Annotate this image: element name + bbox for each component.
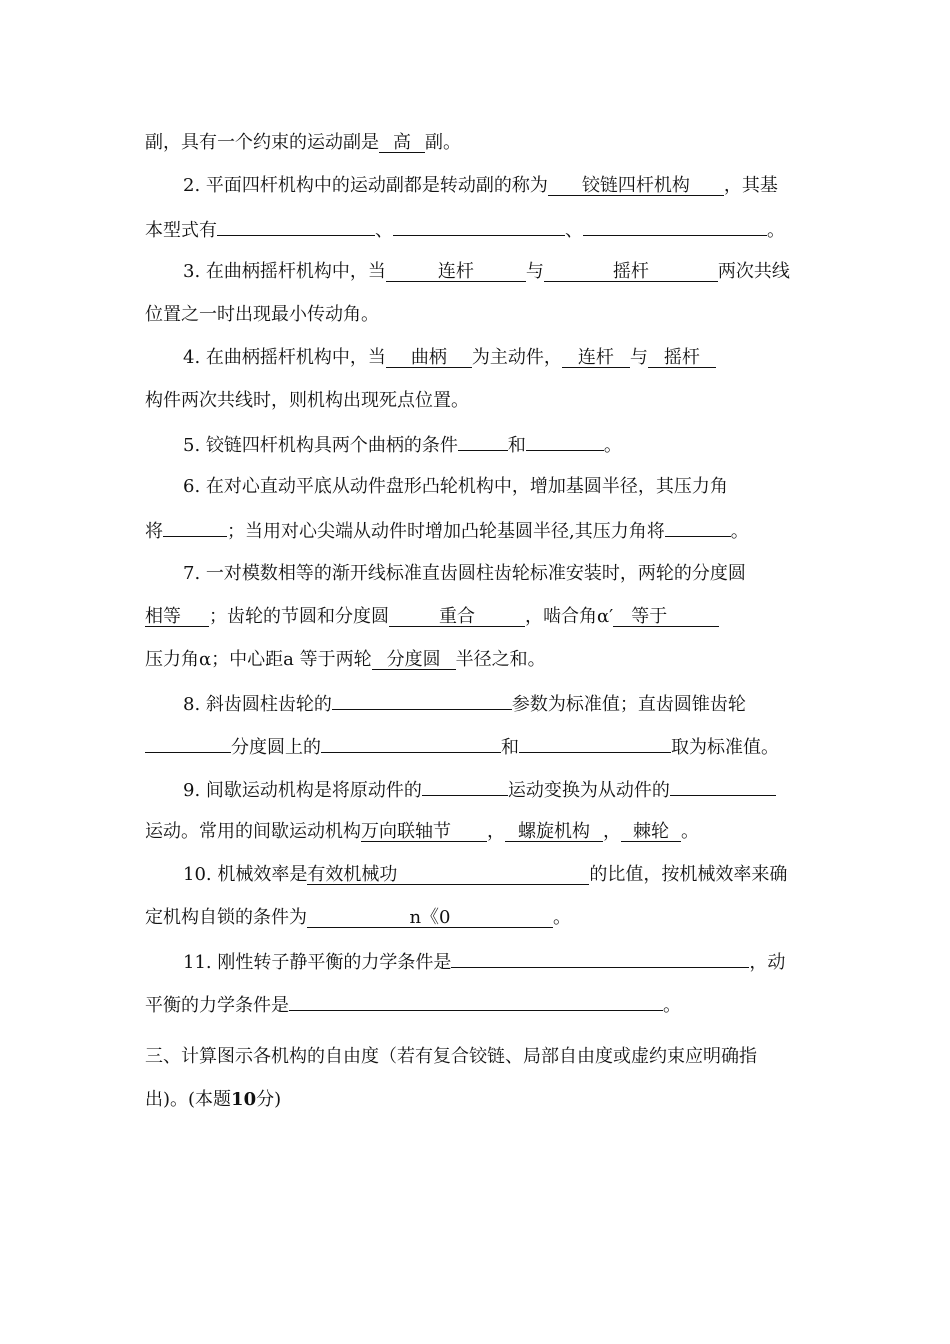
text: 运动变换为从动件的	[507, 780, 670, 801]
question-10-cont-line	[145, 905, 571, 931]
answer-blank[interactable]	[217, 216, 375, 236]
text: 3. 在曲柄摇杆机构中，当	[183, 261, 386, 282]
section-3-heading-cont	[145, 1087, 281, 1113]
answer-blank[interactable]	[665, 517, 731, 537]
text: ；当用对心尖端从动件时增加凸轮基圆半径,其压力角将	[227, 521, 665, 542]
text: 构件两次共线时，则机构出现死点位置。	[145, 390, 469, 411]
text: 与	[629, 347, 648, 368]
question-10-line	[183, 862, 787, 888]
text: 与	[525, 261, 544, 282]
answer-blank[interactable]: 连杆	[562, 348, 630, 368]
answer-blank[interactable]: 摇杆	[648, 348, 716, 368]
text: 8. 斜齿圆柱齿轮的	[183, 694, 332, 715]
text: 6. 在对心直动平底从动件盘形凸轮机构中，增加基圆半径，其压力角	[183, 476, 728, 497]
text: ，动	[749, 952, 786, 973]
text: 。	[603, 435, 622, 456]
answer-blank[interactable]: 等于	[613, 607, 719, 627]
text: ，其基	[723, 175, 778, 196]
answer-blank[interactable]: n《0	[307, 908, 553, 928]
answer-blank[interactable]	[321, 733, 501, 753]
text: ，	[603, 821, 621, 842]
text: 、	[565, 220, 583, 241]
answer-blank[interactable]: 相等	[145, 607, 209, 627]
question-3-line	[183, 259, 790, 285]
text: 。	[553, 907, 571, 928]
text: 和	[507, 435, 526, 456]
answer-blank[interactable]: 摇杆	[544, 262, 718, 282]
answer-blank[interactable]	[332, 690, 512, 710]
text: 。	[663, 995, 681, 1016]
answer-blank[interactable]: 有效机械功	[307, 865, 589, 885]
question-4-cont-line	[145, 388, 469, 414]
question-4-line	[183, 345, 716, 371]
question-2-cont-line	[145, 216, 785, 244]
text: ，啮合角α′	[525, 606, 614, 627]
text: 9. 间歇运动机构是将原动件的	[183, 780, 422, 801]
answer-blank[interactable]	[526, 431, 604, 451]
text: 三、计算图示各机构的自由度（若有复合铰链、局部自由度或虚约束应明确指	[145, 1046, 757, 1067]
text: 位置之一时出现最小传动角。	[145, 304, 379, 325]
question-3-cont-line	[145, 302, 379, 328]
answer-blank[interactable]	[393, 216, 565, 236]
text: 半径之和。	[455, 649, 546, 670]
question-7-cont2-line	[145, 647, 546, 673]
question-6-cont-line	[145, 517, 749, 545]
answer-blank[interactable]: 铰链四杆机构	[548, 176, 724, 196]
answer-blank[interactable]: 分度圆	[372, 650, 456, 670]
text: 。	[767, 220, 785, 241]
answer-blank[interactable]	[163, 517, 227, 537]
text: 运动。常用的间歇运动机构	[145, 821, 361, 842]
text: 10. 机械效率是	[183, 864, 308, 885]
answer-blank[interactable]	[519, 733, 671, 753]
text: 2. 平面四杆机构中的运动副都是转动副的称为	[183, 175, 548, 196]
text: 取为标准值。	[671, 737, 779, 758]
answer-blank[interactable]	[583, 216, 767, 236]
text: 副，具有一个约束的运动副是	[145, 132, 379, 153]
text: 为主动件，	[471, 347, 562, 368]
text: 将	[145, 521, 163, 542]
text: 的比值，按机械效率来确	[589, 864, 788, 885]
question-5-line	[183, 431, 622, 459]
question-8-line	[183, 690, 746, 718]
question-8-cont-line	[145, 733, 779, 761]
text: 本型式有	[145, 220, 217, 241]
question-6-line	[183, 474, 728, 500]
text: 11. 刚性转子静平衡的力学条件是	[183, 952, 452, 973]
answer-blank[interactable]	[451, 948, 749, 968]
text: 参数为标准值；直齿圆锥齿轮	[511, 694, 746, 715]
answer-blank[interactable]: 万向联轴节	[361, 822, 487, 842]
question-11-cont-line	[145, 991, 681, 1019]
question-1-tail-line	[145, 130, 461, 156]
answer-blank[interactable]: 高	[379, 133, 425, 153]
answer-blank[interactable]: 连杆	[386, 262, 526, 282]
text: 出)。(本题	[145, 1089, 232, 1110]
answer-blank[interactable]	[458, 431, 508, 451]
answer-blank[interactable]	[145, 733, 231, 753]
answer-blank[interactable]: 螺旋机构	[505, 822, 603, 842]
answer-blank[interactable]	[289, 991, 663, 1011]
text: 压力角α；中心距a 等于两轮	[145, 649, 372, 670]
question-7-cont-line	[145, 604, 719, 630]
answer-blank[interactable]: 曲柄	[386, 348, 472, 368]
answer-blank[interactable]	[670, 776, 776, 796]
answer-blank[interactable]	[422, 776, 508, 796]
text: 分度圆上的	[231, 737, 321, 758]
section-3-heading	[145, 1044, 757, 1070]
text: ；齿轮的节圆和分度圆	[209, 606, 389, 627]
answer-blank[interactable]: 重合	[389, 607, 525, 627]
question-9-line	[183, 776, 776, 804]
text: ，	[487, 821, 505, 842]
text: 副。	[425, 132, 461, 153]
text: 。	[681, 821, 699, 842]
question-2-line	[183, 173, 778, 199]
text: 分)	[256, 1089, 282, 1110]
text: 两次共线	[717, 261, 790, 282]
question-9-cont-line	[145, 819, 699, 845]
text: 7. 一对模数相等的渐开线标准直齿圆柱齿轮标准安装时，两轮的分度圆	[183, 563, 746, 584]
answer-blank[interactable]: 棘轮	[621, 822, 681, 842]
text: 4. 在曲柄摇杆机构中，当	[183, 347, 386, 368]
text: 。	[730, 521, 749, 542]
text: 、	[375, 220, 393, 241]
text: 平衡的力学条件是	[145, 995, 289, 1016]
question-7-line	[183, 561, 746, 587]
score: 10	[231, 1089, 257, 1110]
text: 5. 铰链四杆机构具两个曲柄的条件	[183, 435, 458, 456]
text: 定机构自锁的条件为	[145, 907, 307, 928]
text: 和	[501, 737, 519, 758]
question-11-line	[183, 948, 785, 976]
